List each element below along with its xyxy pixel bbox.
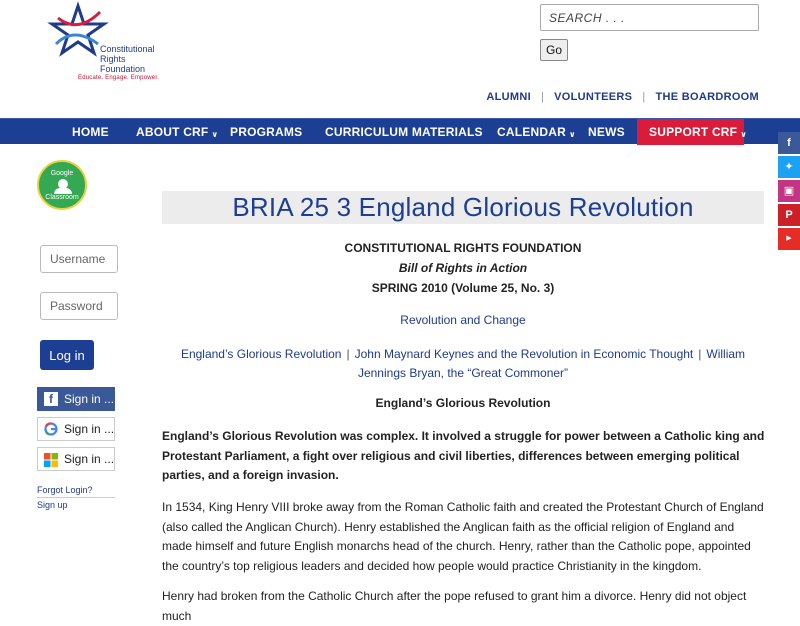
nav-home[interactable]: HOME [72, 125, 109, 139]
page-title-bar [162, 191, 764, 224]
issue-label: SPRING 2010 (Volume 25, No. 3) [371, 281, 555, 295]
logo-line-2: Rights [100, 54, 126, 64]
body-paragraph: In 1534, King Henry VIII broke away from the Roman Catholic faith and created the Protestant Church of England (also called the Anglican Church). Henry established the Anglican faith as the official religion of England and made himself and future English monarchs head of the church. Henry, rather than the Catholic pope, appointed the country’s top religious leaders and decided how people would practice Christianity in the kingdom. [162, 500, 764, 573]
nav-curriculum[interactable]: CURRICULUM MATERIALS [325, 125, 483, 139]
microsoft-icon [44, 452, 58, 466]
instagram-icon[interactable]: ▣ [778, 180, 800, 202]
boardroom-link[interactable]: THE BOARDROOM [655, 91, 759, 103]
volunteers-link[interactable]: VOLUNTEERS [554, 91, 633, 103]
classroom-line-2: Classroom [45, 194, 79, 201]
logo-line-3: Foundation [100, 64, 146, 74]
facebook-icon[interactable]: f [778, 132, 800, 154]
password-field[interactable] [40, 292, 118, 320]
article-link-keynes[interactable]: John Maynard Keynes and the Revolution in Economic Thought [354, 347, 694, 361]
page-title: BRIA 25 3 England Glorious Revolution [232, 192, 694, 222]
article-links [162, 345, 764, 383]
classroom-line-1: Google [50, 170, 74, 177]
article-link-bryan[interactable]: William Jennings Bryan, the “Great Commoner” [357, 347, 746, 380]
username-field[interactable] [40, 245, 118, 273]
search-input[interactable] [540, 4, 759, 31]
body-paragraph: Henry had broken from the Catholic Church after the pope refused to grant him a divorce. Henry did not object much [162, 589, 747, 623]
alumni-link[interactable]: ALUMNI [486, 91, 531, 103]
twitter-icon[interactable]: ✦ [778, 156, 800, 178]
pinterest-icon[interactable]: P [778, 204, 800, 226]
separator: | [540, 91, 545, 103]
forgot-login-link[interactable]: Forgot Login? [37, 485, 93, 495]
publication-name: Bill of Rights in Action [398, 261, 528, 275]
account-links [37, 484, 115, 511]
nav-calendar[interactable]: CALENDAR ∨ [497, 125, 576, 139]
main-nav [0, 118, 800, 144]
microsoft-signin-button[interactable]: Sign in ... [37, 447, 115, 471]
google-signin-button[interactable]: Sign in ... [37, 417, 115, 441]
logo-tagline: Educate. Engage. Empower. [78, 75, 160, 81]
lead-paragraph: England’s Glorious Revolution was complex. It involved a struggle for power between a Catholic king and Protestant Parliament, a fight over religious and civil liberties, differences between emerging political parties, and a foreign invasion. [162, 429, 765, 482]
org-name: CONSTITUTIONAL RIGHTS FOUNDATION [344, 241, 582, 255]
youtube-icon[interactable]: ▶ [778, 228, 800, 250]
nav-about[interactable]: ABOUT CRF ∨ [136, 125, 219, 139]
nav-news[interactable]: NEWS [588, 125, 625, 139]
article-link-glorious-revolution[interactable]: England’s Glorious Revolution [180, 347, 342, 361]
separator: | [698, 347, 702, 361]
logo-line-1: Constitutional [100, 44, 155, 54]
chevron-down-icon: ∨ [740, 130, 747, 139]
google-icon [44, 422, 58, 436]
divider [37, 497, 115, 498]
chevron-down-icon: ∨ [568, 130, 576, 139]
chevron-down-icon: ∨ [211, 130, 219, 139]
signup-link[interactable]: Sign up [37, 500, 68, 510]
google-classroom-badge[interactable] [37, 160, 87, 210]
nav-programs[interactable]: PROGRAMS [230, 125, 303, 139]
social-links [778, 132, 800, 252]
facebook-icon: f [44, 392, 58, 406]
theme-link[interactable]: Revolution and Change [400, 313, 526, 327]
go-button[interactable]: Go [540, 39, 568, 61]
login-button[interactable]: Log in [40, 340, 94, 370]
facebook-signin-button[interactable]: f Sign in ... [37, 387, 115, 411]
separator: | [346, 347, 350, 361]
utility-links [486, 91, 759, 103]
section-heading: England’s Glorious Revolution [375, 396, 551, 410]
crf-logo[interactable] [48, 4, 168, 84]
nav-support[interactable]: SUPPORT CRF ∨ [637, 119, 744, 145]
star-logo-icon [48, 4, 108, 54]
separator: | [642, 91, 646, 103]
